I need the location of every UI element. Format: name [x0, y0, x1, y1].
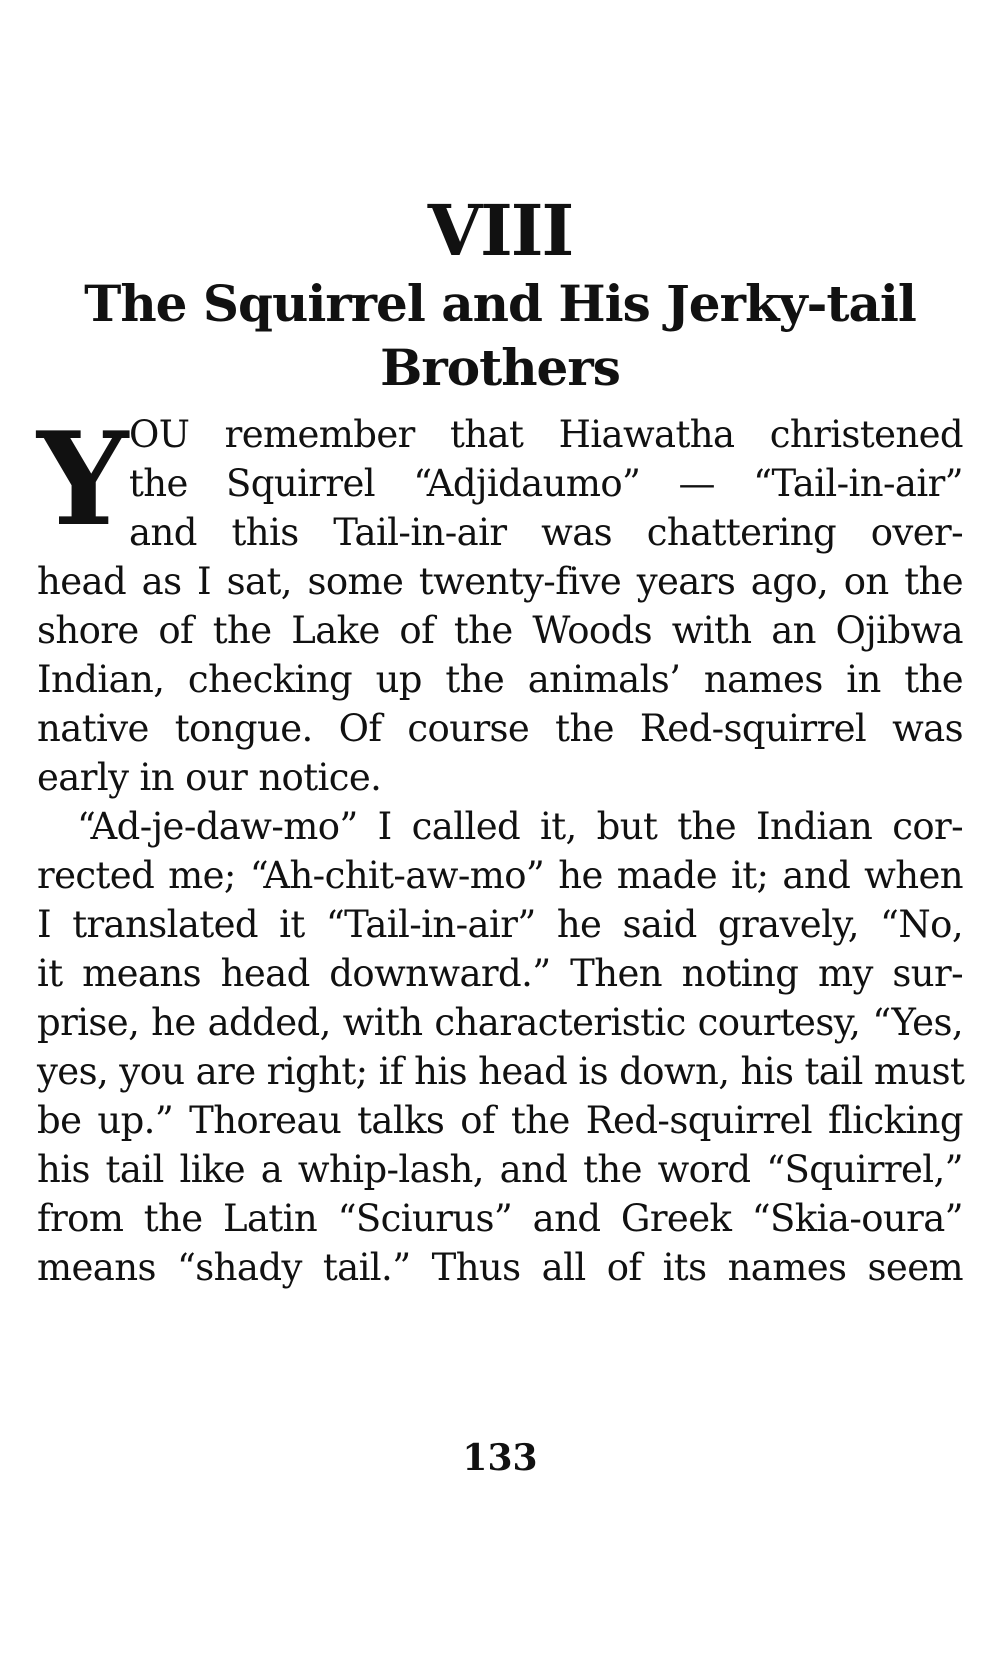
paragraph-1 [37, 405, 963, 802]
text-line: yes, you are right; if his head is down, his tail must [37, 1050, 965, 1093]
text-line: means “shady tail.” Thus all of its names seem [37, 1246, 963, 1289]
text-line: it means head downward.” Then noting my sur- [37, 952, 963, 995]
body-text [37, 405, 965, 1292]
text-line: “Ad-je-daw-mo” I called it, but the Indian cor- [77, 805, 963, 848]
paragraph-2 [37, 802, 963, 1292]
drop-cap: Y [37, 405, 128, 555]
text-line: his tail like a whip-lash, and the word “Squirrel,” [37, 1148, 963, 1191]
chapter-title [60, 272, 940, 400]
text-line: early in our notice. [37, 756, 382, 799]
page-number: 133 [462, 1437, 538, 1479]
text-line: I translated it “Tail-in-air” he said gravely, “No, [37, 903, 963, 946]
chapter-title-line: The Squirrel and His Jerky-tail [84, 274, 916, 333]
text-line: native tongue. Of course the Red-squirrel was [37, 707, 963, 750]
text-line: shore of the Lake of the Woods with an Ojibwa [37, 609, 963, 652]
text-line: the Squirrel “Adjidaumo” — “Tail-in-air” [129, 462, 963, 505]
text-line: be up.” Thoreau talks of the Red-squirrel flicking [37, 1099, 963, 1142]
text-line: prise, he added, with characteristic courtesy, “Yes, [37, 1001, 963, 1044]
text-line: rected me; “Ah-chit-aw-mo” he made it; and when [37, 854, 963, 897]
text-line: Indian, checking up the animals’ names in the [37, 658, 963, 701]
chapter-number: VIII [427, 189, 573, 272]
chapter-title-line: Brothers [380, 338, 620, 397]
text-line: OU remember that Hiawatha christened [129, 413, 963, 456]
text-line: from the Latin “Sciurus” and Greek “Skia-oura” [37, 1197, 963, 1240]
text-line: and this Tail-in-air was chattering over- [129, 511, 963, 554]
text-line: head as I sat, some twenty-five years ago, on the [37, 560, 963, 603]
